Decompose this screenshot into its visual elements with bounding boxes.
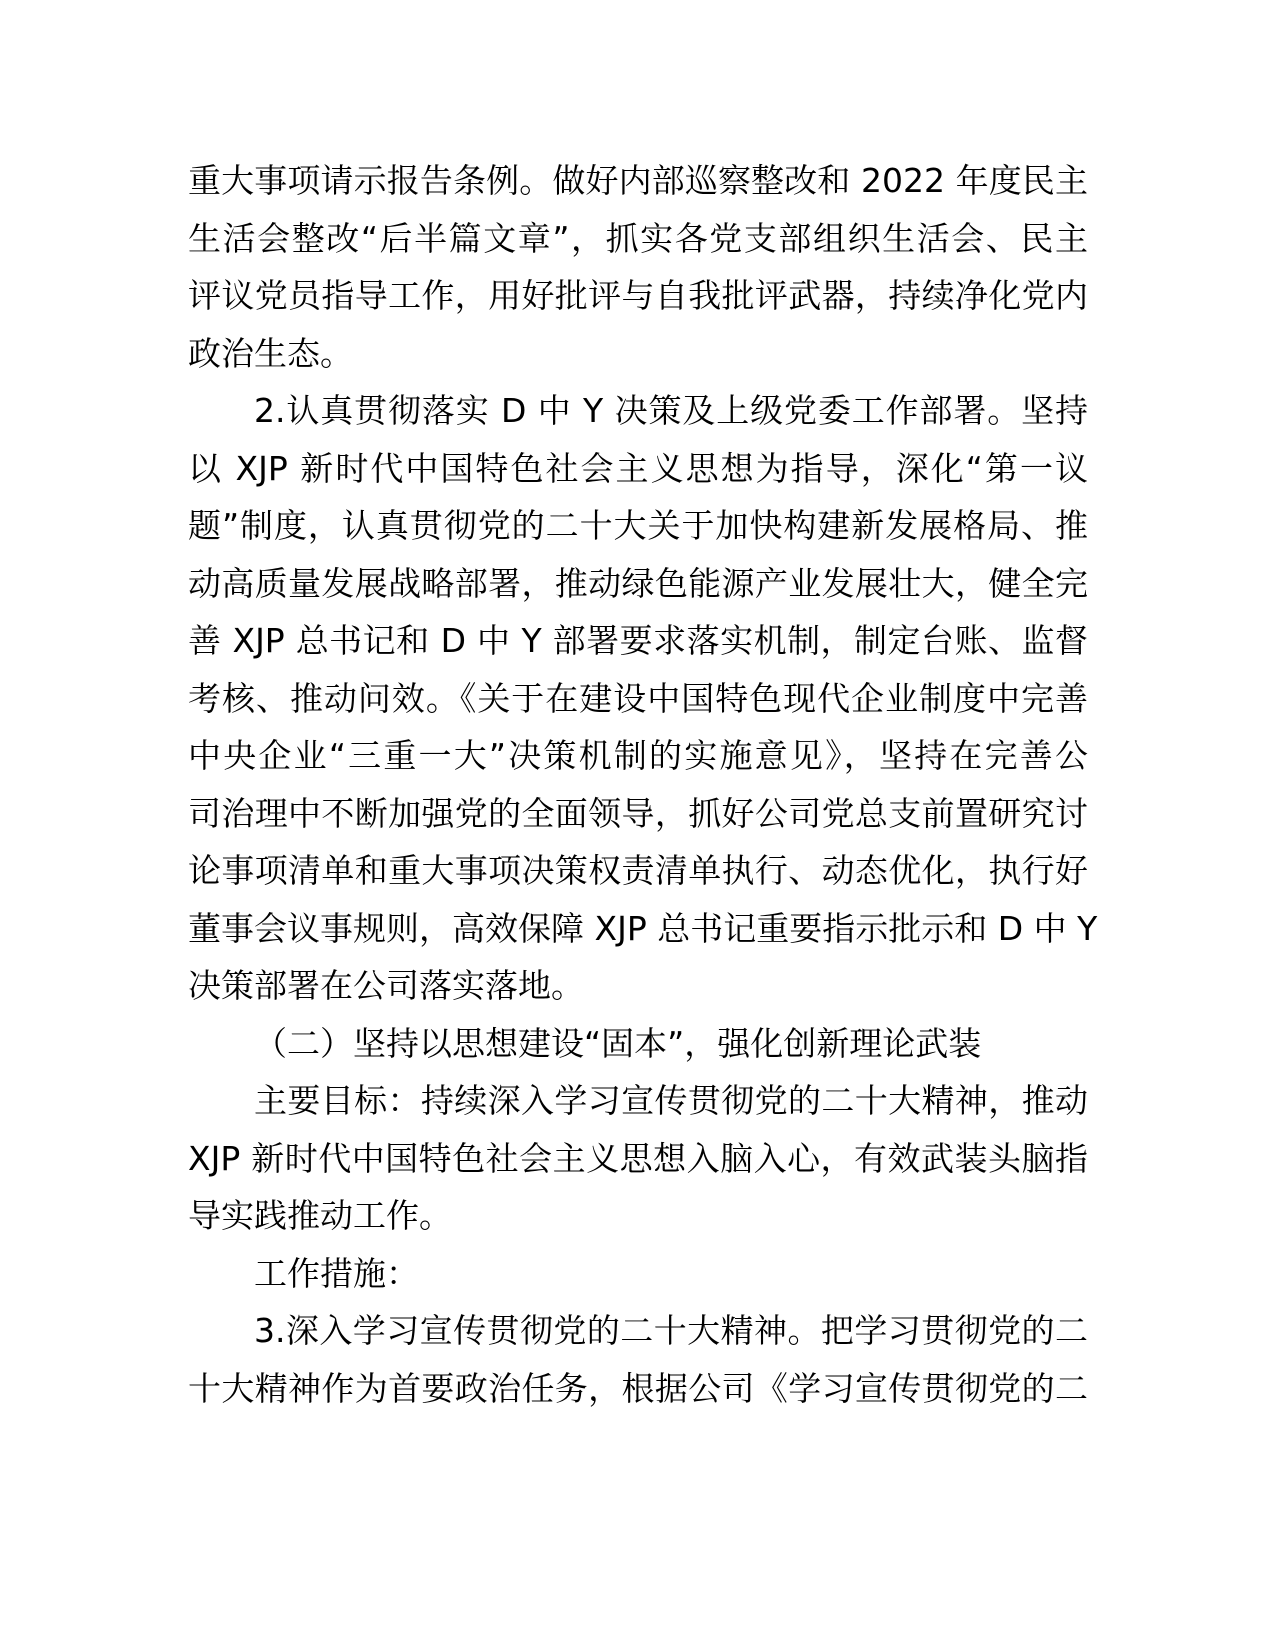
text-line: 主要目标：持续深入学习宣传贯彻党的二十大精神，推动 — [254, 1081, 1088, 1120]
text-line: 导实践推动工作。 — [188, 1196, 452, 1235]
text-line: 评议党员指导工作，用好批评与自我批评武器，持续净化党内 — [188, 276, 1088, 315]
text-line: XJP 新时代中国特色社会主义思想入脑入心，有效武装头脑指 — [188, 1138, 1088, 1178]
paragraph-work-measures — [188, 1245, 1088, 1303]
text-line: 3.深入学习宣传贯彻党的二十大精神。把学习贯彻党的二 — [254, 1311, 1088, 1350]
text-line: 重大事项请示报告条例。做好内部巡察整改和 2022 年度民主 — [188, 161, 1088, 200]
paragraph-main-goal — [188, 1072, 1088, 1245]
document-body — [188, 152, 1098, 1417]
paragraph-2 — [188, 382, 1098, 1015]
text-line: 动高质量发展战略部署，推动绿色能源产业发展壮大，健全完 — [188, 563, 1088, 603]
text-line: 生活会整改“后半篇文章”，抓实各党支部组织生活会、民主 — [188, 218, 1088, 258]
text-line: 以 XJP 新时代中国特色社会主义思想为指导，深化“第一议 — [188, 448, 1088, 488]
text-line: 考核、推动问效。《关于在建设中国特色现代企业制度中完善 — [188, 678, 1088, 718]
text-line: 政治生态。 — [188, 333, 353, 373]
text-line: 工作措施： — [254, 1253, 419, 1293]
text-line: 善 XJP 总书记和 D 中 Y 部署要求落实机制，制定台账、监督 — [188, 621, 1088, 660]
text-line: 中央企业“三重一大”决策机制的实施意见》，坚持在完善公 — [188, 736, 1088, 775]
paragraph-3 — [188, 1302, 1088, 1417]
section-heading — [188, 1015, 1088, 1073]
text-line: 论事项清单和重大事项决策权责清单执行、动态优化，执行好 — [188, 851, 1088, 890]
text-line: 司治理中不断加强党的全面领导，抓好公司党总支前置研究讨 — [188, 793, 1088, 833]
text-line: 2.认真贯彻落实 D 中 Y 决策及上级党委工作部署。坚持 — [254, 391, 1088, 430]
text-line: （二）坚持以思想建设“固本”，强化创新理论武装 — [254, 1023, 982, 1063]
text-line: 董事会议事规则，高效保障 XJP 总书记重要指示批示和 D 中 Y — [188, 908, 1098, 948]
text-line: 十大精神作为首要政治任务，根据公司《学习宣传贯彻党的二 — [188, 1368, 1088, 1408]
text-line: 题”制度，认真贯彻党的二十大关于加快构建新发展格局、推 — [188, 506, 1088, 545]
text-line: 决策部署在公司落实落地。 — [188, 966, 584, 1005]
paragraph-1 — [188, 152, 1088, 382]
